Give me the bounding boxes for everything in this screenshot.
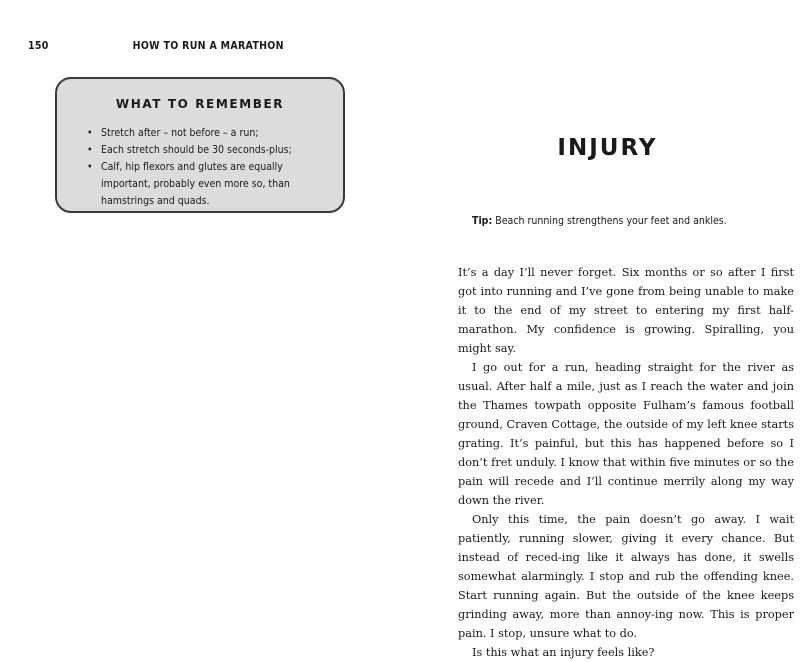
- right-page: [405, 0, 810, 659]
- page-header: [28, 40, 284, 52]
- what-to-remember-box: [55, 77, 345, 213]
- paragraph: Only this time, the pain doesn’t go away. I wait patiently, running slower, giving it every chance. But instead of reced-ing like it always has done, it swells somewhat alarmingly. I stop and rub the offending knee. Start running again. But the outside of the knee keeps grinding away, more than annoy-ing now. This is proper pain. I stop, unsure what to do.: [458, 513, 794, 640]
- chapter-title: INJURY: [557, 135, 658, 161]
- paragraph: Is this what an injury feels like?: [472, 646, 655, 659]
- paragraph: I go out for a run, heading straight for the river as usual. After half a mile, just as I reach the water and join the Thames towpath opposite Fulham’s famous football ground, Craven Cottage, the outside of my left knee starts grating. It’s painful, but this has happened before so I don’t fret unduly. I know that within five minutes or so the pain will recede and I’ll continue merrily along my way down the river.: [458, 361, 794, 507]
- running-head: HOW TO RUN A MARATHON: [132, 40, 284, 52]
- list-item: • Each stretch should be 30 seconds-plus;: [87, 142, 325, 159]
- list-item: • Stretch after – not before – a run;: [87, 125, 325, 142]
- page-number: 150: [28, 40, 49, 52]
- body-text: [458, 263, 794, 662]
- tip-label: Tip:: [472, 215, 493, 227]
- paragraph: It’s a day I’ll never forget. Six months or so after I first got into running and I’ve gone from being unable to make it to the end of my street to entering my first half-marathon. My confidence is growing. Spiralling, you might say.: [458, 266, 794, 355]
- tip: [472, 215, 727, 227]
- list-item: • Calf, hip flexors and glutes are equally important, probably even more so, than hamstrings and quads.: [87, 159, 325, 210]
- box-title: WHAT TO REMEMBER: [115, 97, 285, 111]
- left-page: [0, 0, 405, 648]
- tip-text: Beach running strengthens your feet and ankles.: [495, 215, 727, 227]
- remember-list: [57, 125, 343, 210]
